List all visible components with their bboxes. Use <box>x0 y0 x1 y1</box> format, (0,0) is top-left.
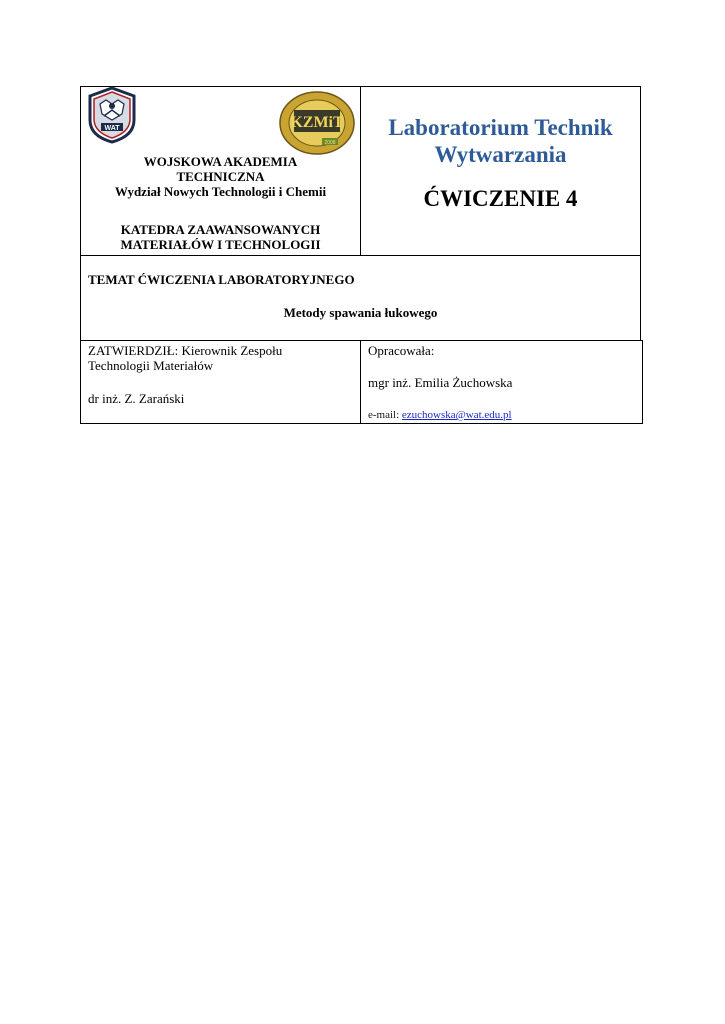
university-name-line2: TECHNICZNA <box>176 169 265 184</box>
university-block <box>80 154 361 199</box>
department-block <box>80 222 361 252</box>
svg-text:KZMiT: KZMiT <box>290 114 344 131</box>
approver-name: dr inż. Z. Zarański <box>88 391 185 406</box>
wat-logo <box>86 86 138 144</box>
svg-text:WAT: WAT <box>104 125 120 132</box>
topic-title: Metody spawania łukowego <box>283 305 438 320</box>
email-row <box>368 405 512 423</box>
faculty-name: Wydział Nowych Technologii i Chemii <box>114 184 327 199</box>
department-name-line1: KATEDRA ZAAWANSOWANYCH <box>120 222 321 237</box>
approved-by <box>88 343 282 373</box>
svg-text:2008: 2008 <box>324 140 336 146</box>
topic-label: TEMAT ĆWICZENIA LABORATORYJNEGO <box>88 272 355 287</box>
kzmit-logo <box>278 90 356 156</box>
email-label: e-mail: <box>368 409 402 421</box>
prepared-label: Opracowała: <box>368 343 435 358</box>
lab-title <box>360 114 641 168</box>
preparer-name: mgr inż. Emilia Żuchowska <box>368 375 513 390</box>
university-name-line1: WOJSKOWA AKADEMIA <box>143 154 298 169</box>
department-name-line2: MATERIAŁÓW I TECHNOLOGII <box>120 237 321 252</box>
approved-by-line1: ZATWIERDZIŁ: Kierownik Zespołu <box>88 343 283 358</box>
lab-title-line1: Laboratorium Technik <box>388 115 613 140</box>
lab-title-line2: Wytwarzania <box>434 142 567 167</box>
exercise-number: ĆWICZENIE 4 <box>423 186 578 211</box>
header-right-cell <box>360 86 641 256</box>
approved-by-line2: Technologii Materiałów <box>88 358 214 373</box>
email-link[interactable]: ezuchowska@wat.edu.pl <box>401 409 512 421</box>
topic-cell <box>80 255 641 341</box>
